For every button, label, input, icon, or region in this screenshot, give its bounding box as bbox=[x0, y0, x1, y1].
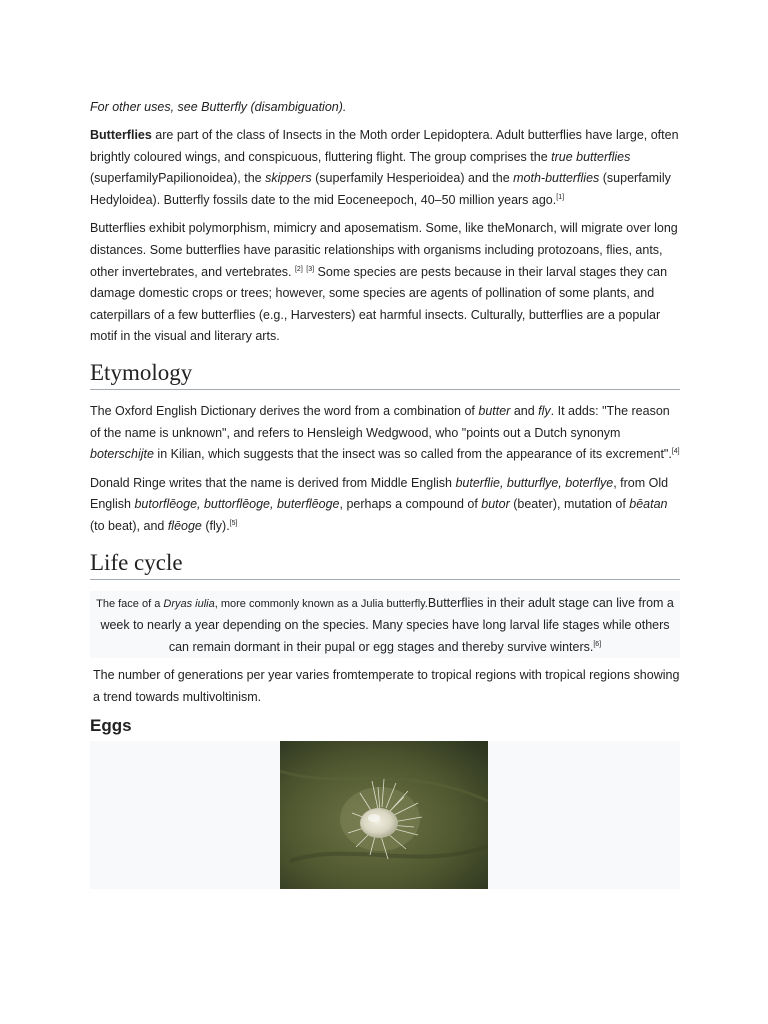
reference-4[interactable]: [4] bbox=[671, 447, 680, 455]
term-boterschijte: boterschijte bbox=[90, 447, 154, 462]
reference-2[interactable]: [2] bbox=[294, 265, 303, 273]
term-butter: butter bbox=[478, 403, 511, 418]
text: are part of the class of Insects in the Moth order Lepidoptera. Adult butterflies have large, often brightly coloured wings, and conspicuous, fluttering flight. The group comprises the bbox=[90, 128, 679, 164]
lead-term: Butterflies bbox=[90, 128, 152, 142]
article-body bbox=[90, 96, 680, 889]
reference-5[interactable]: [5] bbox=[229, 519, 238, 527]
text: . It adds: "The reason of the name is unknown", and refers to Hensleigh Wedgwood, who "points out a Dutch synonym bbox=[90, 403, 670, 440]
text: Some species are pests because in their larval stages they can damage domestic crops or trees; however, some species are agents of pollination of some plants, and caterpillars of a few butterflies (e.g., Harvesters) eat harmful insects. Culturally, butterflies are a popular motif in the visual and literary arts. bbox=[90, 264, 668, 344]
term-fleoge: flēoge bbox=[167, 518, 202, 533]
link-skippers[interactable]: skippers bbox=[265, 171, 312, 186]
text: (fly). bbox=[201, 518, 230, 533]
link-moth-butterflies[interactable]: moth-butterflies bbox=[513, 171, 600, 186]
text: (superfamily Hedyloidea). Butterfly fossils date to the mid Eoceneepoch, 40–50 million years ago. bbox=[90, 171, 671, 207]
text: and bbox=[510, 403, 539, 418]
text: The Oxford English Dictionary derives the word from a combination of bbox=[90, 403, 479, 418]
text: (superfamily Hesperioidea) and the bbox=[311, 171, 514, 186]
text: in Kilian, which suggests that the insect was so called from the appearance of its excrement". bbox=[153, 447, 672, 462]
term-beatan: bēatan bbox=[629, 497, 668, 512]
image-caption: The face of a Dryas iulia, more commonly known as a Julia butterfly. bbox=[96, 597, 428, 610]
etymology-paragraph-2 bbox=[90, 473, 680, 538]
text: , from Old English bbox=[90, 475, 669, 512]
etymology-paragraph-1 bbox=[90, 401, 680, 466]
intro-paragraph-1 bbox=[90, 125, 680, 211]
intro-paragraph-2 bbox=[90, 218, 680, 348]
link-true-butterflies[interactable]: true butterflies bbox=[551, 149, 631, 164]
text: Butterflies in their adult stage can live from a week to nearly a year depending on the species. Many species have long larval life stages while others can remain dormant in their pupal or egg stages and thereby survive winters. bbox=[100, 595, 674, 654]
term-middle-english: buterflie, butturflye, boterflye bbox=[455, 475, 614, 490]
term-butor: butor bbox=[481, 497, 510, 512]
life-cycle-thumbnail-box bbox=[90, 591, 680, 659]
text: (superfamilyPapilionoidea), the bbox=[90, 171, 266, 186]
eggs-figure bbox=[90, 741, 680, 889]
text: Donald Ringe writes that the name is derived from Middle English bbox=[90, 475, 456, 490]
reference-1[interactable]: [1] bbox=[556, 193, 565, 201]
term-old-english: butorflēoge, buttorflēoge, buterflēoge bbox=[134, 497, 340, 512]
text: , perhaps a compound of bbox=[339, 497, 482, 512]
text: (beater), mutation of bbox=[509, 497, 630, 512]
text: (to beat), and bbox=[90, 518, 168, 533]
butterfly-egg-photo[interactable] bbox=[280, 741, 488, 889]
term-fly: fly bbox=[538, 403, 551, 418]
reference-6[interactable]: [6] bbox=[593, 640, 602, 648]
generations-paragraph: The number of generations per year varies fromtemperate to tropical regions with tropical regions showing a trend towards multivoltinism. bbox=[93, 668, 680, 704]
life-cycle-box-text bbox=[90, 591, 680, 659]
subsection-heading-eggs: Eggs bbox=[90, 716, 132, 736]
reference-3[interactable]: [3] bbox=[306, 265, 315, 273]
section-heading-life-cycle: Life cycle bbox=[90, 548, 680, 580]
section-heading-etymology: Etymology bbox=[90, 358, 680, 390]
text: Butterflies exhibit polymorphism, mimicry and aposematism. Some, like theMonarch, will migrate over long distances. Some butterflies have parasitic relationships with organisms including protozoans, flies, ants, other invertebrates, and vertebrates. bbox=[90, 221, 678, 279]
hatnote: For other uses, see Butterfly (disambiguation). bbox=[90, 100, 347, 114]
